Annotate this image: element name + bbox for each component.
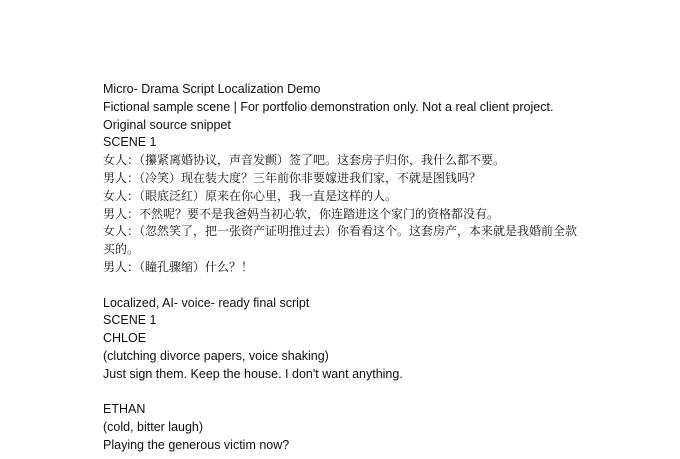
localized-scene-heading: SCENE 1 [103,313,157,328]
dialogue-chloe: Just sign them. Keep the house. I don't want anything. [103,366,403,381]
stage-direction-ethan: (cold, bitter laugh) [103,420,204,435]
character-name-chloe: CHLOE [103,331,147,346]
source-line: 男人：（瞳孔骤缩）什么？！ [103,259,254,274]
blank-spacer [103,277,663,295]
source-line: 女人：（忽然笑了，把一张资产证明推过去）你看看这个。这套房产，本来就是我婚前全款买的。 [103,224,578,257]
source-line: 男人：不然呢？要不是我爸妈当初心软，你连踏进这个家门的资格都没有。 [103,206,500,221]
source-scene-heading: SCENE 1 [103,135,157,150]
document-title: Micro- Drama Script Localization Demo [103,82,321,96]
stage-direction-chloe: (clutching divorce papers, voice shaking) [103,348,329,363]
source-line: 男人：（冷笑）现在装大度？三年前你非要嫁进我们家，不就是图钱吗？ [103,170,482,185]
disclaimer-text: Fictional sample scene | For portfolio demonstration only. Not a real client project. [103,99,554,114]
localized-heading: Localized, AI- voice- ready final script [103,295,310,310]
script-document [103,81,663,455]
blank-spacer [103,384,663,402]
source-heading: Original source snippet [103,117,231,132]
character-name-ethan: ETHAN [103,402,146,417]
dialogue-ethan: Playing the generous victim now? [103,437,290,452]
source-line: 女人：（攥紧离婚协议，声音发颤）签了吧。这套房子归你，我什么都不要。 [103,153,506,168]
source-line: 女人：（眼底泛红）原来在你心里，我一直是这样的人。 [103,188,398,203]
